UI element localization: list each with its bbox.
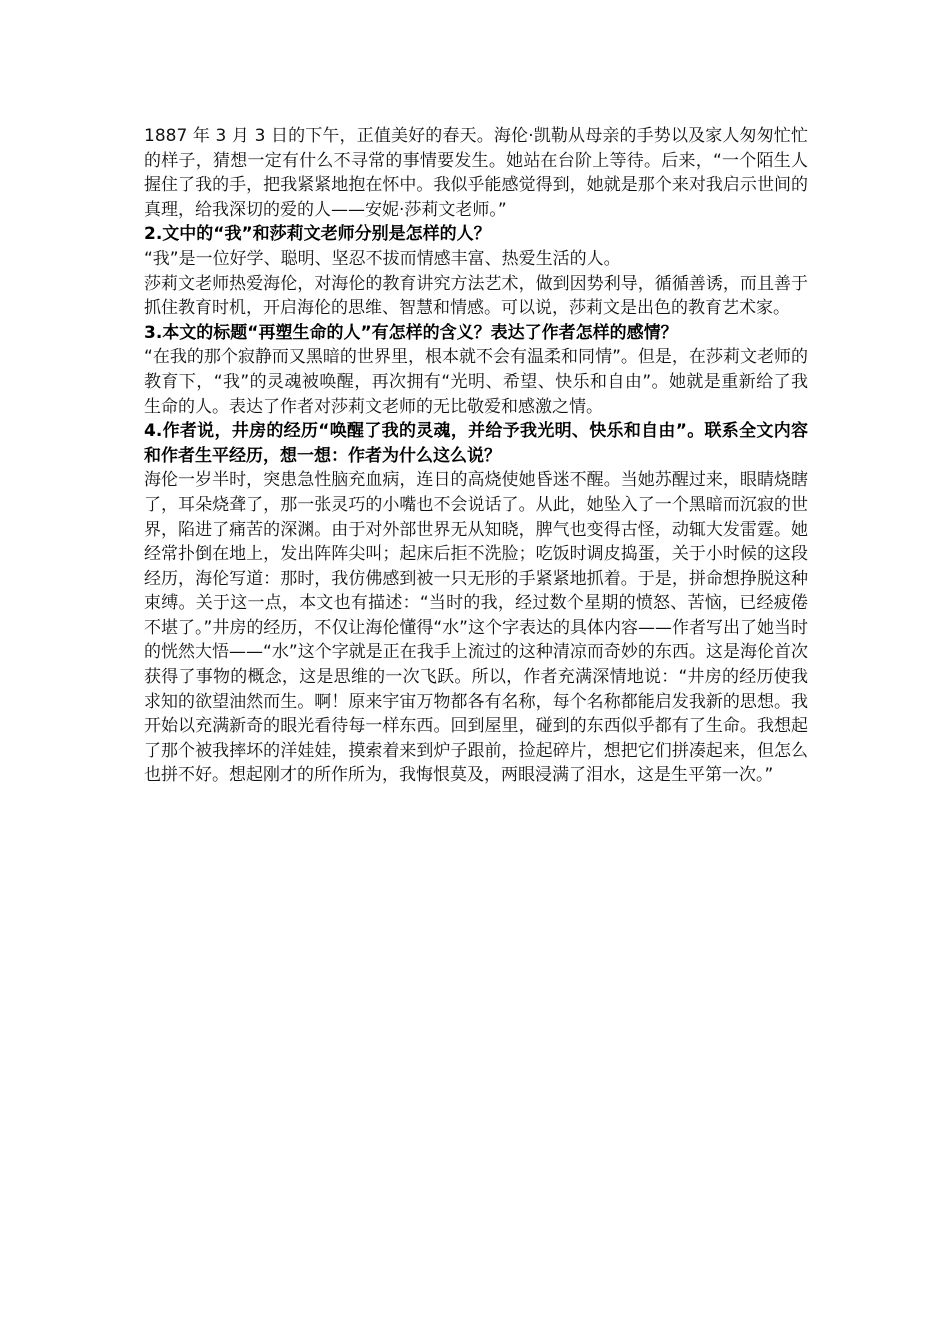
answer-3-paragraph: “在我的那个寂静而又黑暗的世界里，根本就不会有温柔和同情”。但是，在莎莉文老师的教育下，“我”的灵魂被唤醒，再次拥有“光明、希望、快乐和自由”。她就是重新给了我生命的人。表达了作者对莎莉文老师的无比敬爱和感激之情。 [144,347,808,417]
question-4-heading: 4.作者说，井房的经历“唤醒了我的灵魂，并给予我光明、快乐和自由”。联系全文内容和作者生平经历，想一想：作者为什么这么说？ [144,421,808,466]
answer-paragraph-intro: 1887 年 3 月 3 日的下午，正值美好的春天。海伦·凯勒从母亲的手势以及家人匆匆忙忙的样子，猜想一定有什么不寻常的事情要发生。她站在台阶上等待。后来，“一个陌生人握住了我的手，把我紧紧地抱在怀中。我似乎能感觉得到，她就是那个来对我启示世间的真理，给我深切的爱的人——安妮·莎莉文老师。” [144,126,808,220]
question-3-heading: 3.本文的标题“再塑生命的人”有怎样的含义？表达了作者怎样的感情？ [144,322,678,343]
document-body [144,124,808,788]
question-2-heading: 2.文中的“我”和莎莉文老师分别是怎样的人？ [144,224,491,245]
answer-4-paragraph: 海伦一岁半时，突患急性脑充血病，连日的高烧使她昏迷不醒。当她苏醒过来，眼睛烧瞎了，耳朵烧聋了，那一张灵巧的小嘴也不会说话了。从此，她坠入了一个黑暗而沉寂的世界，陷进了痛苦的深渊。由于对外部世界无从知晓，脾气也变得古怪，动辄大发雷霆。她经常扑倒在地上，发出阵阵尖叫；起床后拒不洗脸；吃饭时调皮捣蛋，关于小时候的这段经历，海伦写道：那时，我仿佛感到被一只无形的手紧紧地抓着。于是，拼命想挣脱这种束缚。关于这一点，本文也有描述：“当时的我，经过数个星期的愤怒、苦恼，已经疲倦不堪了。”井房的经历，不仅让海伦懂得“水”这个字表达的具体内容——作者写出了她当时的恍然大悟——“水”这个字就是正在我手上流过的这种清凉而奇妙的东西。这是海伦首次获得了事物的概念，这是思维的一次飞跃。所以，作者充满深情地说：“井房的经历使我求知的欲望油然而生。啊！原来宇宙万物都各有名称，每个名称都能启发我新的思想。我开始以充满新奇的眼光看待每一样东西。回到屋里，碰到的东西似乎都有了生命。我想起了那个被我摔坏的洋娃娃，摸索着来到炉子跟前，捡起碎片，想把它们拼凑起来，但怎么也拼不好。想起刚才的所作所为，我悔恨莫及，两眼浸满了泪水，这是生平第一次。” [144,470,808,786]
answer-2-paragraph-teacher: 莎莉文老师热爱海伦，对海伦的教育讲究方法艺术，做到因势利导，循循善诱，而且善于抓住教育时机，开启海伦的思维、智慧和情感。可以说，莎莉文是出色的教育艺术家。 [144,273,808,319]
answer-2-paragraph-me: “我”是一位好学、聪明、坚忍不拔而情感丰富、热爱生活的人。 [144,248,621,269]
